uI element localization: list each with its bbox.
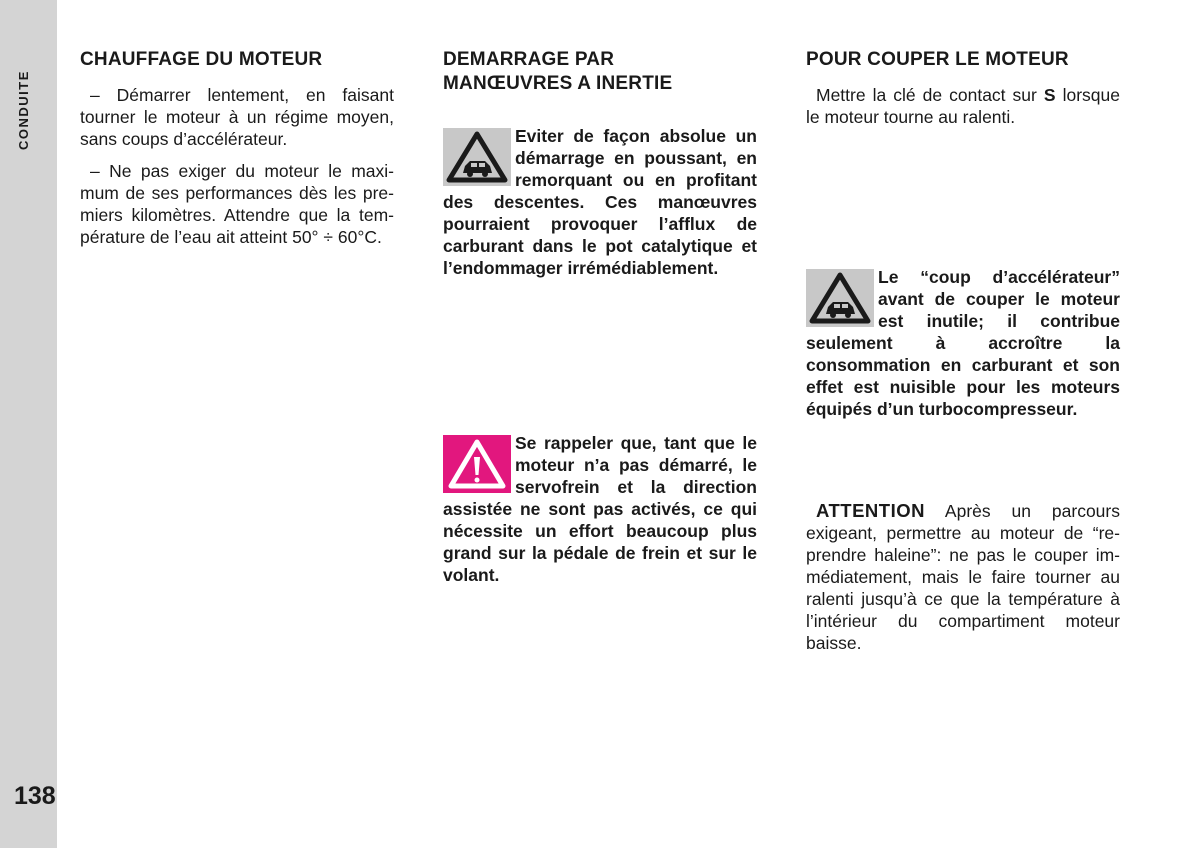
title-line-2: MANŒUVRES A INERTIE (443, 73, 673, 94)
attention-label: ATTENTION (816, 500, 925, 521)
car-warning-icon (806, 269, 874, 327)
attention-block (806, 500, 1120, 664)
title-line-1: DEMARRAGE PAR (443, 49, 615, 70)
paragraph-ignition-key (806, 84, 1120, 128)
paragraph-start-slowly: – Démarrer lentement, en faisant tourner le moteur à un régime moyen, sans coups d’accélérateur. (80, 85, 394, 149)
column-inertia-start (443, 48, 757, 608)
key-position: S (1043, 85, 1056, 105)
warning-text-throttle: Le “coup d’accélérateur” avant de couper le moteur est inutile; il contribue seulement à accroître la consommation en carburant et son effet est nuisible pour les moteurs équipés d’un turbocompresseur. (806, 267, 1120, 419)
attention-paragraph (806, 500, 1120, 654)
section-label: CONDUITE (16, 70, 31, 150)
warning-text-servo-brake: Se rappeler que, tant que le moteur n’a pas démarré, le servofrein et la direction assistée ne sont pas activés, ce qui nécessite un effort beaucoup plus grand sur la pédale de frein et sur le volant. (443, 433, 757, 585)
column-engine-warmup (80, 48, 394, 258)
warning-block-servo-brake (443, 432, 757, 586)
exclamation-warning-icon (443, 435, 511, 493)
column-stop-engine (806, 48, 1120, 668)
section-title-inertia-start (443, 48, 757, 96)
sidebar (0, 0, 57, 848)
car-warning-icon (443, 128, 511, 186)
section-title-stop-engine: POUR COUPER LE MOTEUR (806, 49, 1069, 70)
key-instruction-rest: lorsque le moteur tourne au ralenti. (806, 85, 1120, 127)
warning-block-push-start (443, 125, 757, 279)
key-instruction-text: Mettre la clé de contact sur (816, 85, 1044, 105)
paragraph-first-kilometers: – Ne pas exiger du moteur le maximum de ses performances dès les premiers kilomètres. Attendre que la température de l’eau ait atteint 50° ÷ 60°C. (80, 161, 394, 247)
warning-text-push-start: Eviter de façon absolue un démarrage en poussant, en remorquant ou en profitant des descentes. Ces manœuvres pourraient provoquer l’afflux de carburant dans le pot catalytique et l’endommager irrémédiablement. (443, 126, 757, 278)
page-number: 138 (14, 782, 56, 810)
section-title-engine-warmup: CHAUFFAGE DU MOTEUR (80, 49, 323, 70)
attention-text: Après un parcours exigeant, permettre au moteur de “reprendre haleine”: ne pas le couper immédiatement, mais le faire tourner au ralenti jusqu’à ce que la température à l’intérieur du compartiment moteur baisse. (806, 501, 1120, 653)
warning-block-throttle (806, 266, 1120, 420)
